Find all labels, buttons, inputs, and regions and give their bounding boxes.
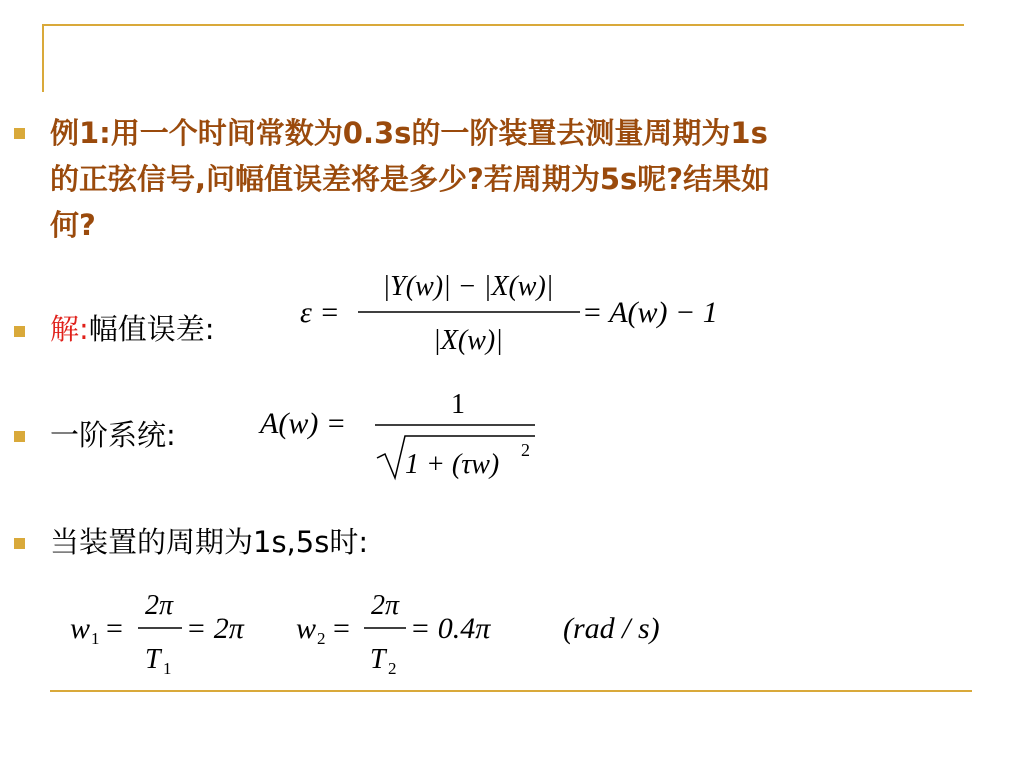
eq2-numerator: 1: [451, 389, 465, 420]
w2-equals: =: [333, 612, 350, 645]
eq2-lhs: A(w) =: [260, 407, 347, 440]
example-line-2: 的正弦信号,问幅值误差将是多少?若周期为5s呢?结果如: [50, 162, 771, 196]
amplitude-equation: [255, 378, 555, 488]
w1-den-subscript: 1: [163, 659, 172, 678]
solution-label: 解:: [50, 312, 89, 346]
solution-text: 幅值误差:: [88, 312, 215, 346]
w2-symbol: w: [296, 612, 317, 645]
unit-label: (rad / s): [563, 612, 660, 645]
w2-numerator: 2π: [370, 590, 400, 621]
bullet-marker: [14, 326, 25, 337]
w1-denominator: T: [145, 644, 161, 675]
bullet-marker: [14, 538, 25, 549]
period-label: 当装置的周期为1s,5s时:: [50, 525, 369, 559]
top-rule: [42, 24, 964, 26]
example-line-1: 例1:用一个时间常数为0.3s的一阶装置去测量周期为1s: [50, 116, 768, 150]
eq1-rhs: = A(w) − 1: [582, 296, 718, 329]
eq1-numerator: |Y(w)| − |X(w)|: [382, 271, 554, 302]
first-order-label: 一阶系统:: [50, 418, 176, 452]
bullet-marker: [14, 431, 25, 442]
left-rule: [42, 24, 44, 92]
bullet-marker: [14, 128, 25, 139]
w2-denominator: T: [370, 644, 386, 675]
eq2-exponent: 2: [521, 440, 530, 460]
w1-result: = 2π: [186, 612, 244, 645]
eq2-radicand: 1 + (τw): [405, 449, 500, 480]
frequency-equations: [60, 580, 700, 690]
eq1-denominator: |X(w)|: [433, 325, 503, 356]
bottom-rule: [50, 690, 972, 692]
error-equation: [290, 252, 750, 372]
solution-line: [50, 308, 215, 350]
w1-subscript: 1: [91, 629, 100, 648]
w2-result: = 0.4π: [410, 612, 491, 645]
eq1-lhs: ε =: [300, 296, 340, 329]
example-line-3: 何?: [50, 208, 96, 242]
w2-subscript: 2: [317, 629, 326, 648]
w2-den-subscript: 2: [388, 659, 397, 678]
w1-equals: =: [106, 612, 123, 645]
w1-symbol: w: [70, 612, 91, 645]
w1-numerator: 2π: [144, 590, 174, 621]
